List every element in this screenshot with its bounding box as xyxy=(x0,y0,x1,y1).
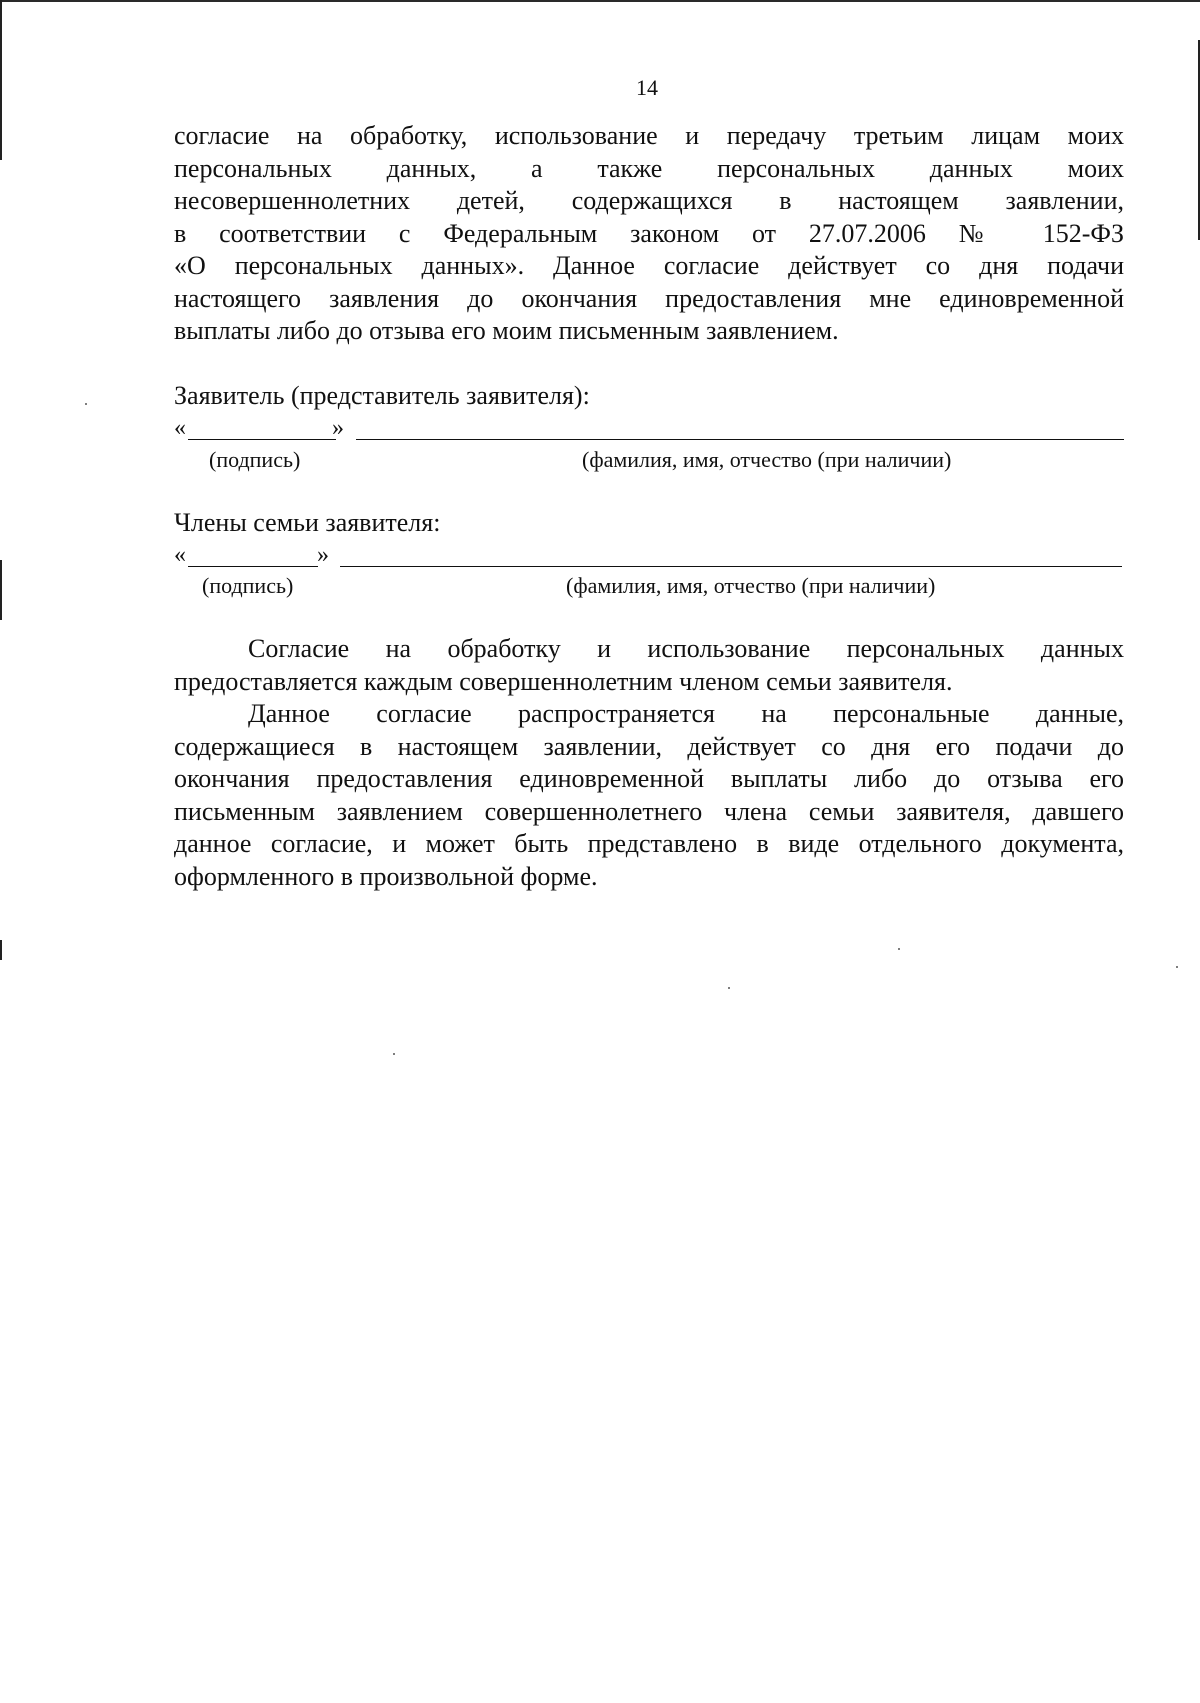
signature-caption: (подпись) xyxy=(209,447,301,472)
text-line: «О персональных данных». Данное согласие действует со дня подачи xyxy=(174,251,1124,280)
applicant-heading: Заявитель (представитель заявителя): xyxy=(174,381,590,410)
signature-caption: (подпись) xyxy=(202,573,294,598)
page-number: 14 xyxy=(636,75,658,100)
signature-line[interactable] xyxy=(188,566,318,567)
text-line: настоящего заявления до окончания предоставления мне единовременной xyxy=(174,283,1124,313)
scan-speck xyxy=(898,948,900,950)
name-caption: (фамилия, имя, отчество (при наличии) xyxy=(582,447,952,472)
family-heading: Члены семьи заявителя: xyxy=(174,508,441,537)
text-line: персональных данных, а также персональных данных моих xyxy=(174,153,1124,183)
text-line: несовершеннолетних детей, содержащихся в настоящем заявлении, xyxy=(174,186,1124,215)
text-line: выплаты либо до отзыва его моим письменным заявлением. xyxy=(174,316,839,345)
text-line: данное согласие, и может быть представлено в виде отдельного документа, xyxy=(174,829,1124,858)
name-line[interactable] xyxy=(340,566,1122,567)
name-caption: (фамилия, имя, отчество (при наличии) xyxy=(566,573,936,598)
scan-left-edge xyxy=(0,940,2,960)
name-line[interactable] xyxy=(356,439,1124,440)
text-line: оформленного в произвольной форме. xyxy=(174,861,598,891)
signature-line[interactable] xyxy=(188,439,336,440)
text-line: письменным заявлением совершеннолетнего члена семьи заявителя, давшего xyxy=(174,796,1124,826)
scan-speck xyxy=(393,1053,395,1055)
quote-open: « xyxy=(174,415,186,441)
quote-close: » xyxy=(317,542,329,568)
text-line: окончания предоставления единовременной выплаты либо до отзыва его xyxy=(174,764,1124,793)
scan-left-edge xyxy=(0,0,2,160)
scan-left-edge xyxy=(0,560,2,620)
scan-speck xyxy=(728,987,730,989)
note-paragraph-1 xyxy=(174,633,1124,698)
applicant-signature-row xyxy=(174,415,1124,445)
scan-speck xyxy=(1176,966,1178,968)
quote-close: » xyxy=(332,415,344,441)
text-line: Согласие на обработку и использование персональных данных xyxy=(248,634,1124,663)
family-signature-row xyxy=(174,542,1124,572)
consent-paragraph xyxy=(174,120,1124,348)
text-line: содержащиеся в настоящем заявлении, действует со дня его подачи до xyxy=(174,731,1124,761)
quote-open: « xyxy=(174,542,186,568)
note-paragraph-2 xyxy=(174,698,1124,893)
text-line: в соответствии с Федеральным законом от 27.07.2006 № 152-ФЗ xyxy=(174,218,1124,248)
scan-top-edge xyxy=(0,0,1200,2)
text-line: согласие на обработку, использование и передачу третьим лицам моих xyxy=(174,121,1124,150)
text-line: предоставляется каждым совершеннолетним членом семьи заявителя. xyxy=(174,666,953,696)
text-line: Данное согласие распространяется на персональные данные, xyxy=(248,699,1124,728)
scan-speck xyxy=(85,403,87,405)
